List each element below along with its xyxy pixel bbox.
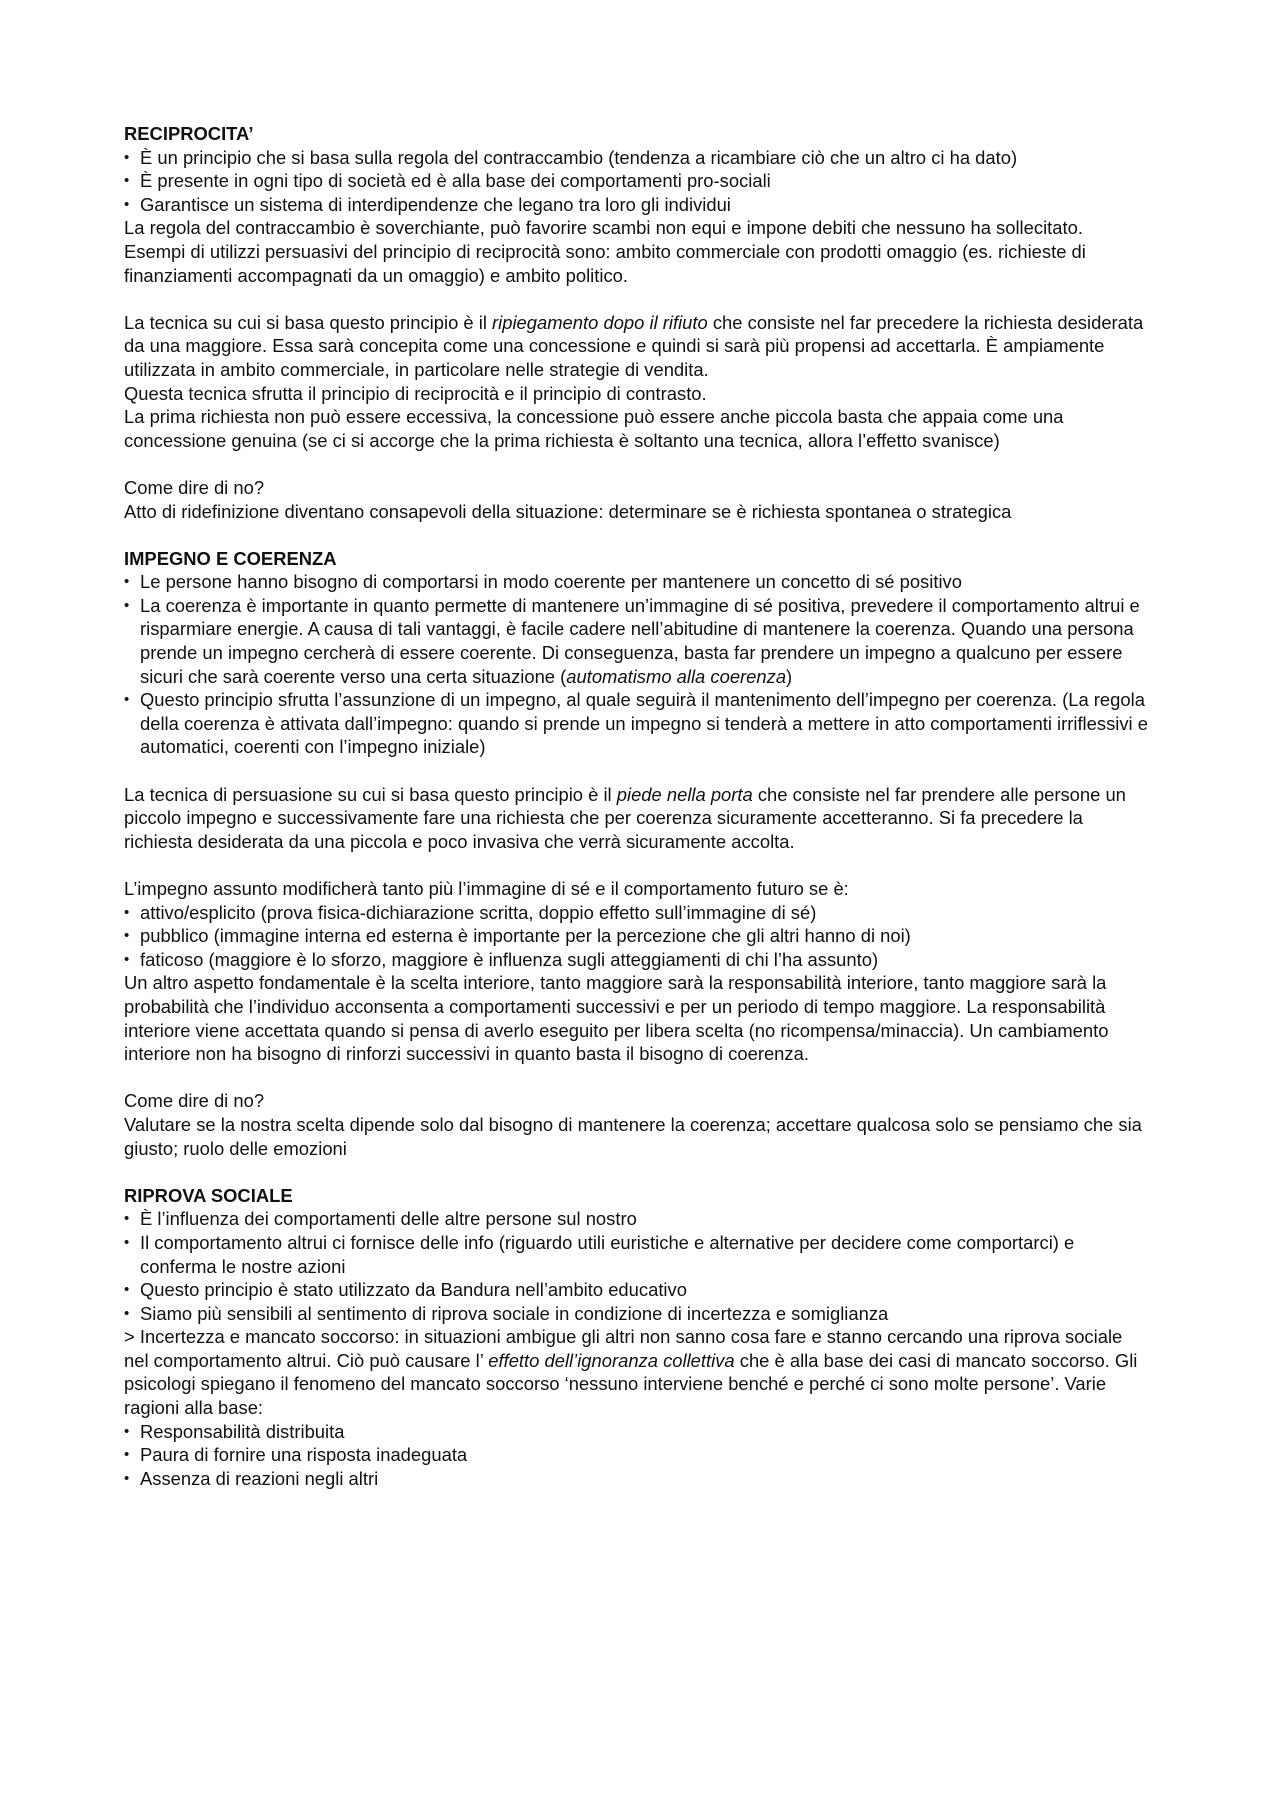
section-impegno	[124, 547, 1150, 1160]
technique-name: ripiegamento dopo il rifiuto	[492, 311, 708, 333]
bullet-item: • È l’influenza dei comportamenti delle altre persone sul nostro	[124, 1207, 1150, 1231]
section-heading: RECIPROCITA’	[124, 123, 254, 144]
bullet-item: • Questo principio sfrutta l’assunzione di un impegno, al quale seguirà il mantenimento dell’impegno per coerenza. (La regola della coerenza è attivata dall’impegno: quando si prende un impegno si tenderà a mettere in atto comportamenti irriflessivi e automatici, coerenti con l’impegno iniziale)	[124, 688, 1150, 759]
paragraph: La regola del contraccambio è soverchiante, può favorire scambi non equi e impone debiti che nessuno ha sollecitato.	[124, 217, 1083, 239]
bullet-item: • Il comportamento altrui ci fornisce delle info (riguardo utili euristiche e alternative per decidere come comportarci) e conferma le nostre azioni	[124, 1231, 1150, 1278]
text-run: che consiste nel far prendere alle persone un piccolo impegno e successivamente fare una richiesta che per coerenza sicuramente accetteranno. Si fa precedere la richiesta desiderata da una piccola e poco invasiva che verrà sicuramente accolta.	[124, 783, 1126, 852]
question: Come dire di no?	[124, 1090, 265, 1112]
question: Come dire di no?	[124, 476, 265, 498]
paragraph: Questa tecnica sfrutta il principio di reciprocità e il principio di contrasto.	[124, 382, 707, 404]
bullet-list	[124, 1207, 1150, 1325]
technique-name: piede nella porta	[616, 783, 753, 805]
paragraph: Esempi di utilizzi persuasivi del principio di reciprocità sono: ambito commerciale con prodotti omaggio (es. richieste di finanziamenti accompagnati da un omaggio) e ambito politico.	[124, 240, 1086, 286]
paragraph: Atto di ridefinizione diventano consapevoli della situazione: determinare se è richiesta spontanea o strategica	[124, 500, 1012, 522]
section-heading: IMPEGNO E COERENZA	[124, 547, 337, 569]
bullet-item: • Paura di fornire una risposta inadeguata	[124, 1443, 1150, 1467]
emphasis: effetto dell’ignoranza collettiva	[488, 1349, 735, 1371]
bullet-item	[124, 594, 1150, 688]
text-run: che è alla base dei casi di mancato soccorso. Gli psicologi spiegano il fenomeno del mancato soccorso ‘nessuno interviene benché e perché ci sono molte persone’. Varie ragioni alla base:	[124, 1349, 1138, 1419]
section-reciprocita	[124, 122, 1150, 523]
bullet-list	[124, 146, 1150, 217]
bullet-item: • È presente in ogni tipo di società ed è alla base dei comportamenti pro-sociali	[124, 169, 1150, 193]
section-heading: RIPROVA SOCIALE	[124, 1184, 293, 1206]
technique-paragraph	[124, 783, 1150, 854]
bullet-item: • Siamo più sensibili al sentimento di riprova sociale in condizione di incertezza e somiglianza	[124, 1302, 1150, 1326]
text-run: che consiste nel far precedere la richiesta desiderata da una maggiore. Essa sarà concepita come una concessione e quindi si sarà più propensi ad accettarla. È ampiamente utilizzata in ambito commerciale, in particolare nelle strategie di vendita.	[124, 311, 1144, 380]
text-run: La tecnica su cui si basa questo principio è il	[124, 311, 493, 333]
paragraph	[124, 1325, 1150, 1419]
bullet-list	[124, 1420, 1150, 1491]
bullet-item: • Le persone hanno bisogno di comportarsi in modo coerente per mantenere un concetto di sé positivo	[124, 570, 1150, 594]
bullet-item: • Responsabilità distribuita	[124, 1420, 1150, 1444]
text-run: La coerenza è importante in quanto permette di mantenere un’immagine di sé positiva, prevedere il comportamento altrui e risparmiare energie. A causa di tali vantaggi, è facile cadere nell’abitudine di mantenere la coerenza. Quando una persona prende un impegno cercherà di essere coerente. Di conseguenza, basta far prendere un impegno a qualcuno per essere sicuri che sarà coerente verso una certa situazione (	[140, 594, 1140, 687]
bullet-item: • Garantisce un sistema di interdipendenze che legano tra loro gli individui	[124, 193, 1150, 217]
bullet-item: • Assenza di reazioni negli altri	[124, 1467, 1150, 1491]
text-run: )	[786, 665, 793, 687]
bullet-item: • faticoso (maggiore è lo sforzo, maggiore è influenza sugli atteggiamenti di chi l’ha assunto)	[124, 948, 1150, 972]
paragraph: La prima richiesta non può essere eccessiva, la concessione può essere anche piccola basta che appaia come una concessione genuina (se ci si accorge che la prima richiesta è soltanto una tecnica, allora l’effetto svanisce)	[124, 406, 1064, 451]
text-run: > Incertezza e mancato soccorso: in situazioni ambigue gli altri non sanno cosa fare e stanno cercando una riprova sociale nel comportamento altrui. Ciò può causare l’	[124, 1326, 1123, 1371]
bullet-item: • attivo/esplicito (prova fisica-dichiarazione scritta, doppio effetto sull’immagine di sé)	[124, 901, 1150, 925]
bullet-item: • È un principio che si basa sulla regola del contraccambio (tendenza a ricambiare ciò che un altro ci ha dato)	[124, 146, 1150, 170]
bullet-item: • Questo principio è stato utilizzato da Bandura nell’ambito educativo	[124, 1278, 1150, 1302]
technique-paragraph	[124, 311, 1150, 382]
bullet-list	[124, 570, 1150, 759]
bullet-item: • pubblico (immagine interna ed esterna è importante per la percezione che gli altri hanno di noi)	[124, 924, 1150, 948]
paragraph: L’impegno assunto modificherà tanto più l’immagine di sé e il comportamento futuro se è:	[124, 878, 849, 899]
paragraph: Un altro aspetto fondamentale è la scelta interiore, tanto maggiore sarà la responsabilità interiore, tanto maggiore sarà la probabilità che l’individuo acconsenta a comportamenti successivi e per un periodo di tempo maggiore. La responsabilità interiore viene accettata quando si pensa di averlo eseguito per libera scelta (no ricompensa/minaccia). Un cambiamento interiore non ha bisogno di rinforzi successivi in quanto basta il bisogno di coerenza.	[124, 972, 1109, 1065]
bullet-list	[124, 901, 1150, 972]
section-riprova	[124, 1184, 1150, 1491]
emphasis: automatismo alla coerenza	[566, 665, 787, 687]
text-run: La tecnica di persuasione su cui si basa questo principio è il	[124, 783, 617, 805]
paragraph: Valutare se la nostra scelta dipende solo dal bisogno di mantenere la coerenza; accettare qualcosa solo se pensiamo che sia giusto; ruolo delle emozioni	[124, 1113, 1142, 1159]
